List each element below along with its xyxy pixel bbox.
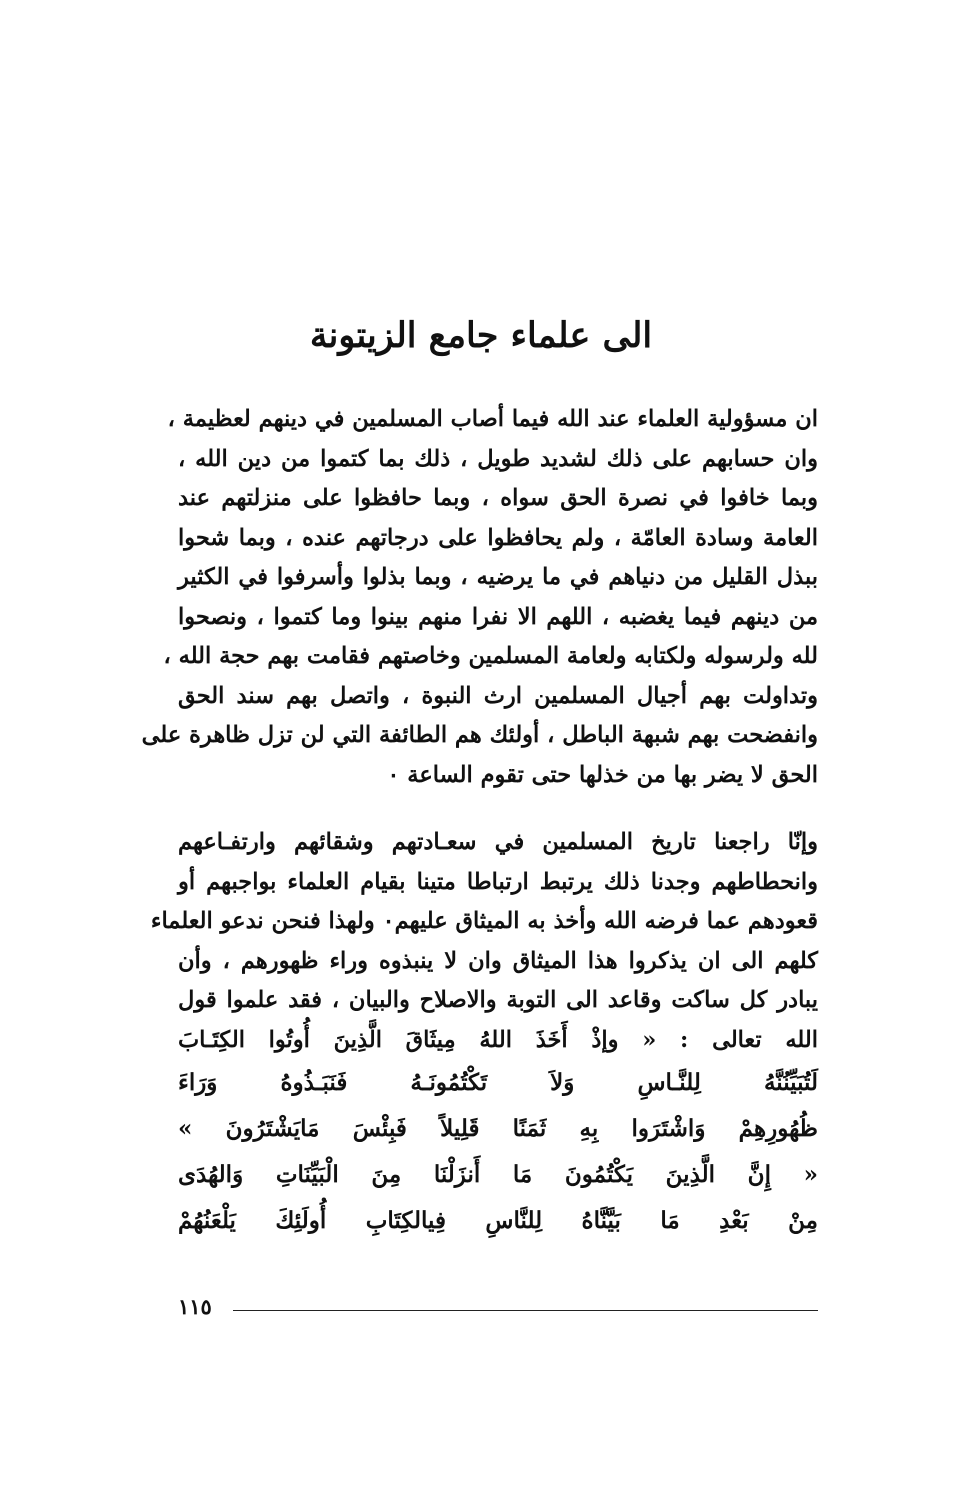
paragraph-line: من دينهم فيما يغضبه ، اللهم الا نفرا منهم بينوا وما كتموا ، ونصحوا: [178, 603, 818, 630]
paragraph-line: وبما خافوا في نصرة الحق سواه ، وبما حافظوا على منزلتهم عند: [178, 485, 818, 511]
quran-quote-line: مِنْ بَعْدِ مَا بَيَّنَّاهُ لِلنَّاسِ فِيالكِتَابِ أُولَئِكَ يَلْعَنُهُمْ: [178, 1207, 818, 1234]
paragraph-line: قعودهم عما فرضه الله وأخذ به الميثاق عليهم٠ ولهذا فنحن ندعو العلماء: [150, 908, 818, 934]
paragraph-1: [141, 400, 818, 795]
quran-quote-line: لَتُبَيِّنُنَّهُ لِلنَّـاسِ وَلاَ تَكْتُمُونَـهُ فَنَبَـذُوهُ وَرَاءَ: [178, 1069, 818, 1096]
footer-rule: [233, 1310, 818, 1311]
paragraph-line: ببذل القليل من دنياهم في ما يرضيه ، وبما بذلوا وأسرفوا في الكثير: [178, 564, 818, 590]
paragraph-line: الحق لا يضر بها من خذلها حتى تقوم الساعة ٠: [387, 761, 818, 788]
page-number: ١١٥: [178, 1294, 212, 1319]
page-footer: [178, 1292, 818, 1322]
quran-quote-line: « إِنَّ الَّذِينَ يَكْتُمُونَ مَا أَنزَلْنَا مِنَ الْبَيِّنَاتِ وَالهُدَى: [178, 1161, 818, 1188]
paragraph-line: الله تعالى : « وإذْ أَخَذَ اللهُ مِيثَاقَ الَّذِينَ أُوتُوا الكِتَـابَ: [178, 1026, 818, 1053]
paragraph-line: وان حسابهم على ذلك لشديد طويل ، ذلك بما كتموا من دين الله ،: [178, 445, 818, 472]
paragraph-line: كلهم الى ان يذكروا هذا الميثاق وان لا ينبذوه وراء ظهورهم ، وأن: [178, 947, 818, 974]
paragraph-line: العامة وسادة العامّة ، ولم يحافظوا على درجاتهم عنده ، وبما شحوا: [178, 524, 818, 551]
page-title: الى علماء جامع الزيتونة: [309, 315, 653, 356]
paragraph-line: وانحطاطهم وجدنا ذلك يرتبط ارتباطا متينا بقيام العلماء بواجبهم أو: [178, 868, 818, 895]
paragraph-line: وإنّا راجعنا تاريخ المسلمين في سعـادتهم وشقائهم وارتفـاعهم: [178, 829, 818, 855]
paragraph-line: ان مسؤولية العلماء عند الله فيما أصاب المسلمين في دينهم لعظيمة ،: [167, 406, 818, 432]
paragraph-line: يبادر كل ساكت وقاعد الى التوبة والاصلاح والبيان ، فقد علموا قول: [178, 987, 818, 1013]
paragraph-line: لله ولرسوله ولكتابه ولعامة المسلمين وخاصتهم فقامت بهم حجة الله ،: [163, 643, 818, 669]
paragraph-line: وانفضحت بهم شبهة الباطل ، أولئك هم الطائفة التي لن تزل ظاهرة على: [141, 722, 818, 748]
paragraph-2: [150, 823, 818, 1244]
paragraph-line: وتداولت بهم أجيال المسلمين ارث النبوة ، واتصل بهم سند الحق: [178, 682, 818, 709]
quran-quote-line: ظُهُورِهِمْ وَاشْتَرَوا بِهِ ثَمَنًا قَلِيلاً فَبِئْسَ مَايَشْتَرُونَ »: [178, 1115, 818, 1142]
